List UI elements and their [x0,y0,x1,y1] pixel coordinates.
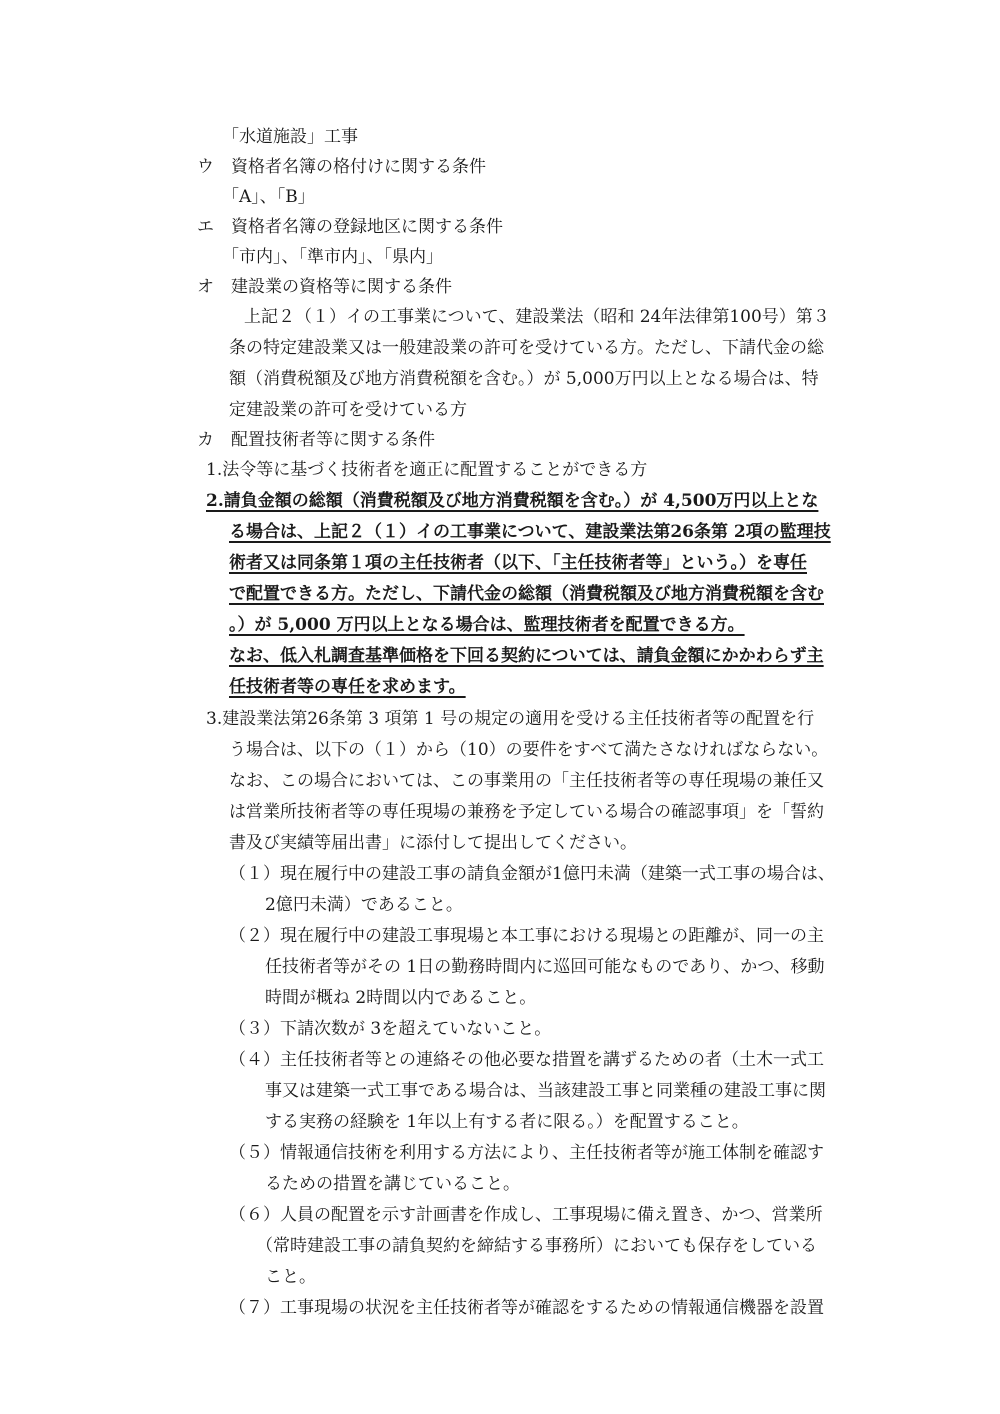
ka-point-3-line-1: 3.建設業法第26条第 3 項第 1 号の規定の適用を受ける主任技術者等の配置を行 [206,709,815,729]
req-5-line-1: （５）情報通信技術を利用する方法により、主任技術者等が施工体制を確認す [229,1143,824,1163]
req-2-line-2: 任技術者等がその 1日の勤務時間内に巡回可能なものであり、かつ、移動 [265,957,825,977]
item-ka-heading: カ 配置技術者等に関する条件 [197,430,435,450]
item-o-heading: オ 建設業の資格等に関する条件 [197,277,452,297]
ka-point-3-line-4: は営業所技術者等の専任現場の兼務を予定している場合の確認事項」を「誓約 [229,802,824,822]
ka-point-1: 1.法令等に基づく技術者を適正に配置することができる方 [206,460,648,480]
item-u-text: 「A」、「B」 [222,187,315,207]
ka-point-3-line-5: 書及び実績等届出書」に添付して提出してください。 [229,833,637,853]
req-2-line-3: 時間が概ね 2時間以内であること。 [265,988,537,1008]
req-2-line-1: （２）現在履行中の建設工事現場と本工事における現場との距離が、同一の主 [229,926,824,946]
req-4-line-3: する実務の経験を 1年以上有する者に限る。）を配置すること。 [265,1112,749,1132]
ka-point-3-line-2: う場合は、以下の（１）から（10）の要件をすべて満たさなければならない。 [229,740,829,760]
ka-point-2-line-2: る場合は、上記２（１）イの工事業について、建設業法第26条第 2項の監理技 [229,522,831,542]
item-o-text-4: 定建設業の許可を受けている方 [229,400,467,420]
ka-point-2-line-7: 任技術者等の専任を求めます。 [229,677,466,697]
ka-point-2-line-3: 術者又は同条第１項の主任技術者（以下、「主任技術者等」という。）を専任 [229,553,807,573]
req-1-line-1: （１）現在履行中の建設工事の請負金額が1億円未満（建築一式工事の場合は、 [229,864,835,884]
req-6-line-3: こと。 [265,1267,316,1287]
item-u-heading: ウ 資格者名簿の格付けに関する条件 [197,157,486,177]
req-3-line-1: （３）下請次数が 3を超えていないこと。 [229,1019,552,1039]
req-4-line-2: 事又は建築一式工事である場合は、当該建設工事と同業種の建設工事に関 [265,1081,826,1101]
req-6-line-2: （常時建設工事の請負契約を締結する事務所）においても保存をしている [256,1236,817,1256]
item-e-text: 「市内」、「準市内」、「県内」 [222,247,443,267]
req-4-line-1: （４）主任技術者等との連絡その他必要な措置を講ずるための者（土木一式工 [229,1050,824,1070]
req-6-line-1: （６）人員の配置を示す計画書を作成し、工事現場に備え置き、かつ、営業所 [229,1205,823,1225]
req-7-line-1: （７）工事現場の状況を主任技術者等が確認をするための情報通信機器を設置 [229,1298,824,1318]
ka-point-2-line-5: 。）が 5,000 万円以上となる場合は、監理技術者を配置できる方。 [229,615,745,635]
item-o-text-3: 額（消費税額及び地方消費税額を含む。）が 5,000万円以上となる場合は、特 [229,369,819,389]
ka-point-2-line-4: で配置できる方。ただし、下請代金の総額（消費税額及び地方消費税額を含む [229,584,824,604]
ka-point-2-line-6: なお、低入札調査基準価格を下回る契約については、請負金額にかかわらず主 [229,646,824,666]
req-5-line-2: るための措置を講じていること。 [265,1174,520,1194]
req-1-line-2: 2億円未満）であること。 [265,895,463,915]
ka-point-3-line-3: なお、この場合においては、この事業用の「主任技術者等の専任現場の兼任又 [229,771,824,791]
ka-point-2-line-1: 2.請負金額の総額（消費税額及び地方消費税額を含む。）が 4,500万円以上とな [206,491,819,511]
item-o-text-1: 上記２（１）イの工事業について、建設業法（昭和 24年法律第100号）第３ [244,307,830,327]
item-e-heading: エ 資格者名簿の登録地区に関する条件 [197,217,503,237]
heading-water-facility: 「水道施設」工事 [222,127,358,147]
item-o-text-2: 条の特定建設業又は一般建設業の許可を受けている方。ただし、下請代金の総 [229,338,824,358]
